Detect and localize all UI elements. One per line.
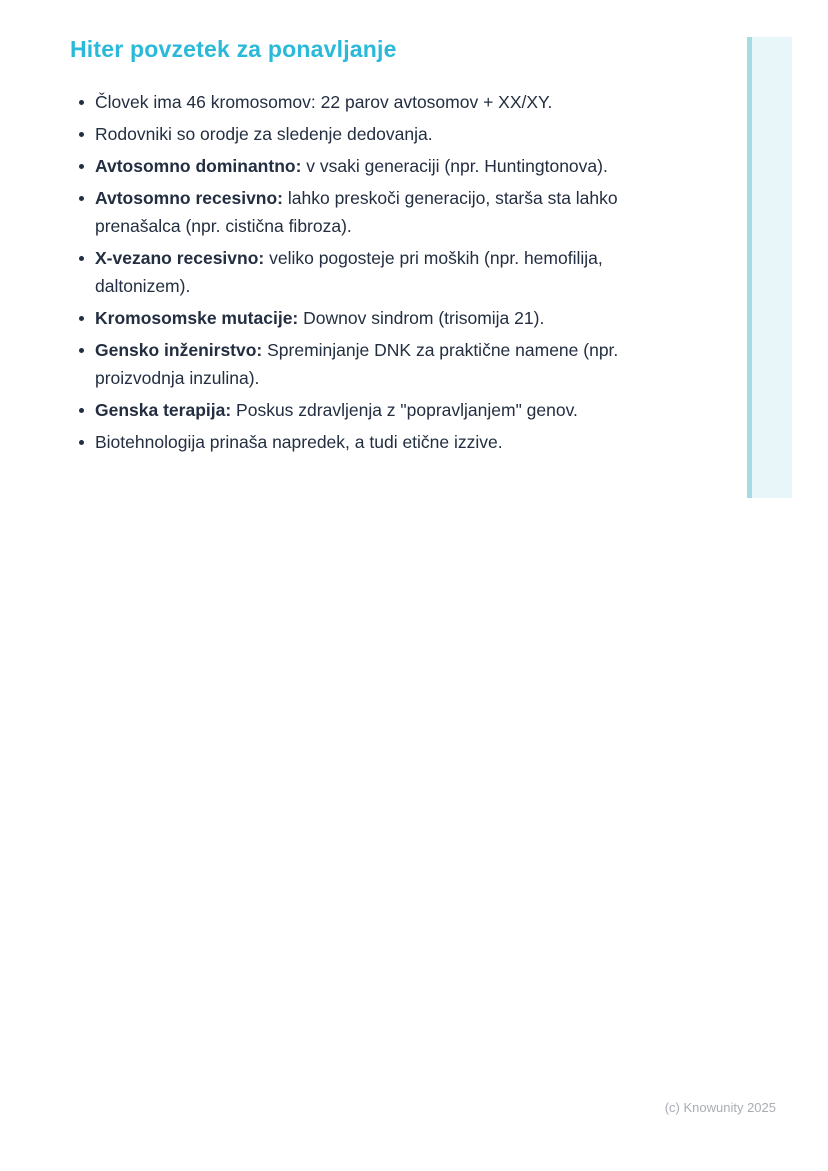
list-item-text: Rodovniki so orodje za sledenje dedovanja. — [95, 124, 433, 144]
list-item-text: v vsaki generaciji (npr. Huntingtonova). — [301, 156, 608, 176]
bullet-icon — [79, 196, 84, 201]
list-item — [70, 120, 622, 148]
list-item-text: Spreminjanje DNK za praktične namene (npr. proizvodnja inzulina). — [95, 340, 619, 388]
list-item-text: Biotehnologija prinaša napredek, a tudi etične izzive. — [95, 432, 503, 452]
bullet-icon — [79, 100, 84, 105]
list-item — [70, 244, 622, 300]
list-item-text: Človek ima 46 kromosomov: 22 parov avtosomov + XX/XY. — [95, 92, 553, 112]
bullet-icon — [79, 164, 84, 169]
list-item — [70, 336, 622, 392]
list-item-lead: Kromosomske mutacije: — [95, 308, 299, 328]
bullet-icon — [79, 256, 84, 261]
list-item — [70, 88, 622, 116]
bullet-icon — [79, 408, 84, 413]
list-item — [70, 152, 622, 180]
bullet-icon — [79, 348, 84, 353]
list-item-lead: Genska terapija: — [95, 400, 232, 420]
bullet-icon — [79, 132, 84, 137]
list-item — [70, 428, 622, 456]
list-item-lead: Avtosomno dominantno: — [95, 156, 302, 176]
page-title: Hiter povzetek za ponavljanje — [70, 36, 397, 62]
list-item — [70, 304, 622, 332]
accent-side-bar — [747, 37, 792, 498]
list-item-text: lahko preskoči generacijo, starša sta lahko prenašalca (npr. cistična fibroza). — [95, 188, 618, 236]
summary-bullet-list — [70, 88, 622, 460]
list-item-text: Downov sindrom (trisomija 21). — [298, 308, 545, 328]
list-item — [70, 184, 622, 240]
list-item-lead: Avtosomno recesivno: — [95, 188, 284, 208]
list-item — [70, 396, 622, 424]
list-item-lead: Gensko inženirstvo: — [95, 340, 263, 360]
list-item-lead: X-vezano recesivno: — [95, 248, 265, 268]
list-item-text: veliko pogosteje pri moških (npr. hemofilija, daltonizem). — [95, 248, 603, 296]
bullet-icon — [79, 440, 84, 445]
list-item-text: Poskus zdravljenja z "popravljanjem" genov. — [231, 400, 578, 420]
bullet-icon — [79, 316, 84, 321]
footer-credit: (c) Knowunity 2025 — [664, 1100, 776, 1115]
